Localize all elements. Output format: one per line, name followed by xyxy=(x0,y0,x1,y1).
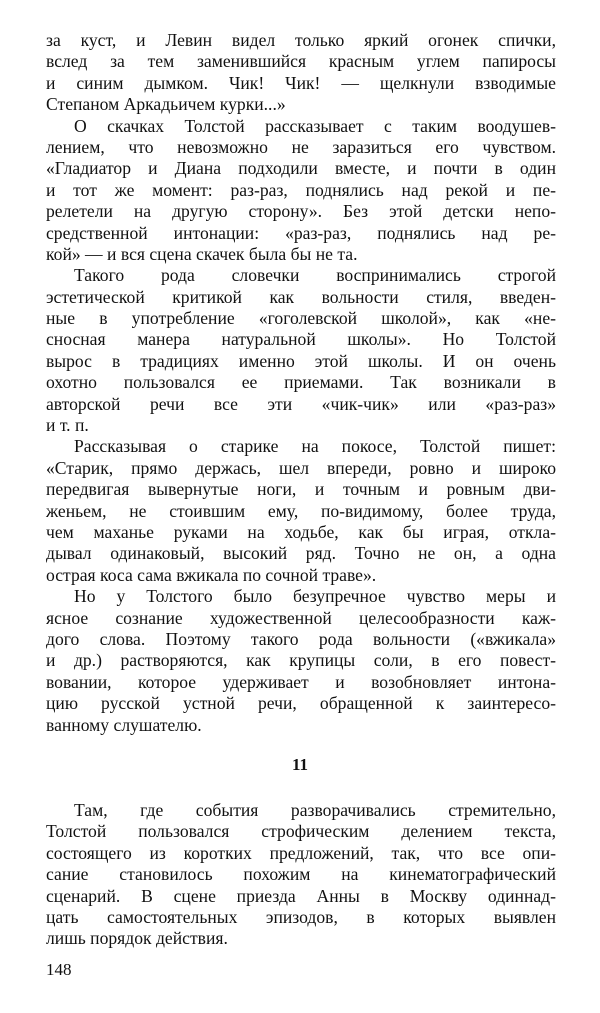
section-number: 11 xyxy=(291,755,309,774)
text-line: за куст, и Левин видел только яркий огонек спички, xyxy=(46,30,556,50)
text-line: О скачках Толстой рассказывает с таким воодушев- xyxy=(74,115,556,136)
text-line: вслед за тем заменившийся красным углем папиросы xyxy=(46,51,556,72)
text-line: охотно пользовался ее приемами. Так возникали в xyxy=(46,372,556,393)
text-line: острая коса сама вжикала по сочной траве». xyxy=(46,564,377,585)
text-line: эстетической критикой как вольности стиля, введен- xyxy=(46,286,556,307)
text-line: и т. п. xyxy=(46,415,89,436)
paragraph-2 xyxy=(46,116,556,266)
text-line: вовании, которое удерживает и возобновляет интона- xyxy=(46,671,556,692)
text-line: вырос в традициях именно этой школы. И он очень xyxy=(46,350,556,371)
main-text xyxy=(46,30,556,736)
text-line: средственной интонации: «раз-раз, поднялись над ре- xyxy=(46,222,556,243)
text-line: «Старик, прямо держась, шел впереди, ровно и широко xyxy=(46,457,556,478)
text-line: женьем, не стоившим ему, по-видимому, более труда, xyxy=(46,500,556,521)
text-line: ясное сознание художественной целесообразности каж- xyxy=(46,607,556,628)
text-line: цию русской устной речи, обращенной к заинтересо- xyxy=(46,693,556,714)
text-line: и др.) растворяются, как крупицы соли, в его повест- xyxy=(46,650,556,671)
text-line: лишь порядок действия. xyxy=(46,928,228,949)
text-line: Такого рода словечки воспринимались строгой xyxy=(74,265,556,286)
text-line: Степаном Аркадьичем курки...» xyxy=(46,94,286,115)
text-line: сценарий. В сцене приезда Анны в Москву одиннад- xyxy=(46,885,556,906)
paragraph-5 xyxy=(46,586,556,736)
text-line: ные в употребление «гоголевской школой», как «не- xyxy=(46,308,556,329)
text-line: авторской речи все эти «чик-чик» или «раз-раз» xyxy=(46,393,556,414)
text-line: Толстой пользовался строфическим делением текста, xyxy=(46,821,556,842)
text-line: Рассказывая о старике на покосе, Толстой пишет: xyxy=(74,436,556,457)
text-line: дого слова. Поэтому такого рода вольности («вжикала» xyxy=(46,628,556,649)
text-line: Там, где события разворачивались стремительно, xyxy=(74,800,556,820)
text-line: чем маханье руками на ходьбе, как бы играя, откла- xyxy=(46,521,556,542)
text-line: цать самостоятельных эпизодов, в которых выявлен xyxy=(46,906,556,927)
section-paragraph-1 xyxy=(46,800,556,950)
text-line: лением, что невозможно не заразиться его чувством. xyxy=(46,136,556,157)
text-line: состоящего из коротких предложений, так, что все опи- xyxy=(46,842,556,863)
text-line: Но у Толстого было безупречное чувство меры и xyxy=(74,586,556,607)
text-line: сание становилось похожим на кинематографический xyxy=(46,864,556,885)
text-line: дывал одинаковый, высокий ряд. Точно не он, а одна xyxy=(46,543,556,564)
text-line: ванному слушателю. xyxy=(46,714,202,735)
paragraph-3 xyxy=(46,265,556,436)
paragraph-4 xyxy=(46,436,556,586)
text-line: сносная манера натуральной школы». Но Толстой xyxy=(46,329,556,350)
text-line: и синим дымком. Чик! Чик! — щелкнули взводимые xyxy=(46,72,556,93)
text-line: релетели на другую сторону». Без этой детски непо- xyxy=(46,201,556,222)
page-number: 148 xyxy=(46,960,72,979)
paragraph-1 xyxy=(46,30,556,116)
text-line: кой» — и вся сцена скачек была бы не та. xyxy=(46,243,358,264)
text-line: и тот же момент: раз-раз, поднялись над рекой и пе- xyxy=(46,179,556,200)
text-line: передвигая вывернутые ноги, и точным и ровным дви- xyxy=(46,479,556,500)
section-text xyxy=(46,800,556,950)
text-line: «Гладиатор и Диана подходили вместе, и почти в один xyxy=(46,158,556,179)
